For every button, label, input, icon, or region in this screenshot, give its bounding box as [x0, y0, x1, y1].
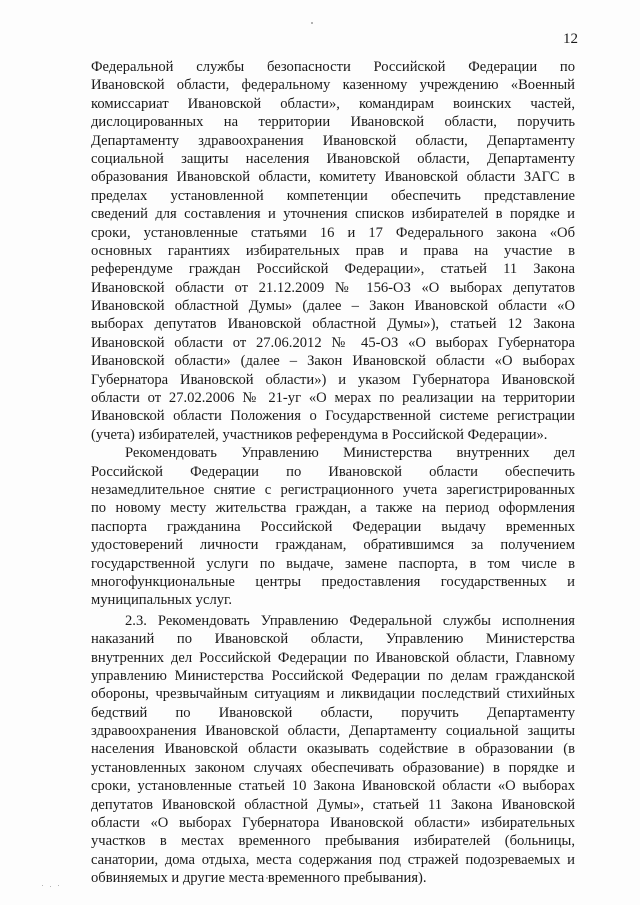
text-line: основных гарантиях избирательных прав и права на участие в [91, 242, 575, 259]
text-line: Ивановской области Положения о Государственной системе регистрации [91, 408, 575, 425]
text-line: депутатов Ивановской областной Думы», статьей 11 Закона Ивановской [91, 796, 575, 813]
text-line: сроки, установленные статьями 16 и 17 Федерального закона «Об [91, 224, 575, 241]
text-line: Ивановской области, федеральному казенному учреждению «Военный [91, 77, 575, 94]
text-line: государственной услуги по выдаче, замене паспорта, в том числе в [91, 555, 575, 572]
text-line: внутренних дел Российской Федерации по Ивановской области, Главному [91, 649, 575, 666]
text-line: удостоверений личности гражданам, обратившимся за получением [91, 537, 575, 554]
body-text [91, 58, 575, 888]
text-line: выборах депутатов Ивановской областной Думы»), статьей 12 Закона [91, 316, 575, 333]
text-line: муниципальных услуг. [91, 592, 233, 609]
text-line: наказаний по Ивановской области, Управлению Министерства [91, 631, 575, 648]
text-line: референдуме граждан Российской Федерации», статьей 11 Закона [91, 261, 575, 278]
text-line: санатории, дома отдыха, места содержания под стражей подозреваемых и [91, 851, 575, 868]
text-line: многофункциональные центры предоставления государственных и [91, 573, 575, 590]
text-line: здравоохранения Ивановской области, Департаменту социальной защиты [91, 723, 575, 740]
text-line: области от 27.02.2006 № 21-уг «О мерах по реализации на территории [91, 390, 575, 407]
text-line: Федеральной службы безопасности Российской Федерации по [91, 59, 575, 75]
text-line: социальной защиты населения Ивановской области, Департаменту [91, 150, 575, 167]
text-line: сроки, установленные статьей 10 Закона Ивановской области «О выборах [91, 778, 575, 795]
text-line: пределах установленной компетенции обеспечить представление [91, 187, 575, 204]
text-line: Ивановской области» (далее – Закон Ивановской области «О выборах [91, 353, 575, 370]
text-line: комиссариат Ивановской области», командирам воинских частей, [91, 95, 575, 112]
text-line: паспорта гражданина Российской Федерации выдачу временных [91, 518, 575, 535]
text-line: Рекомендовать Управлению Министерства внутренних дел [125, 445, 575, 462]
text-line: образования Ивановской области, комитету Ивановской области ЗАГС в [91, 169, 575, 186]
text-line: Ивановской области от 21.12.2009 № 156-ОЗ «О выборах депутатов [91, 279, 575, 296]
text-line: (учета) избирателей, участников референдума в Российской Федерации». [91, 426, 548, 443]
scan-speck [50, 886, 51, 887]
text-line: участков в местах временного пребывания избирателей (больницы, [91, 833, 575, 850]
text-line: области «О выборах Губернатора Ивановской области» избирательных [91, 815, 575, 832]
paragraph-1 [91, 58, 575, 444]
text-line: управлению Министерства Российской Федерации по делам гражданской [91, 667, 575, 684]
text-line: установленных законом случаях обеспечивать образование) в порядке и [91, 759, 575, 776]
paragraph-2 [91, 444, 575, 610]
page-number: 12 [563, 31, 578, 47]
text-line: по новому месту жительства граждан, а также на период оформления [91, 500, 575, 517]
text-line: дислоцированных на территории Ивановской области, поручить [91, 114, 575, 131]
text-line: сведений для составления и уточнения списков избирателей в порядке и [91, 206, 575, 223]
text-line: Губернатора Ивановской области») и указом Губернатора Ивановской [91, 371, 575, 388]
paragraph-2-3 [91, 612, 575, 888]
text-line: обвиняемых и другие места временного пребывания). [91, 870, 427, 887]
text-line: населения Ивановской области оказывать содействие в образовании (в [91, 741, 575, 758]
scan-speck [311, 22, 313, 24]
text-line: Российской Федерации по Ивановской области обеспечить [91, 463, 575, 480]
text-line: Ивановской области от 27.06.2012 № 45-ОЗ «О выборах Губернатора [91, 334, 575, 351]
text-line: бедствий по Ивановской области, поручить Департаменту [91, 704, 575, 721]
scan-speck [58, 885, 59, 886]
text-line: 2.3. Рекомендовать Управлению Федеральной службы исполнения [125, 612, 575, 629]
text-line: обороны, чрезвычайным ситуациям и ликвидации последствий стихийных [91, 686, 575, 703]
text-line: незамедлительное снятие с регистрационного учета зарегистрированных [91, 481, 575, 498]
text-line: Департаменту здравоохранения Ивановской области, Департаменту [91, 132, 575, 149]
text-line: Ивановской областной Думы» (далее – Закон Ивановской области «О [91, 298, 575, 315]
scan-speck [42, 885, 43, 886]
